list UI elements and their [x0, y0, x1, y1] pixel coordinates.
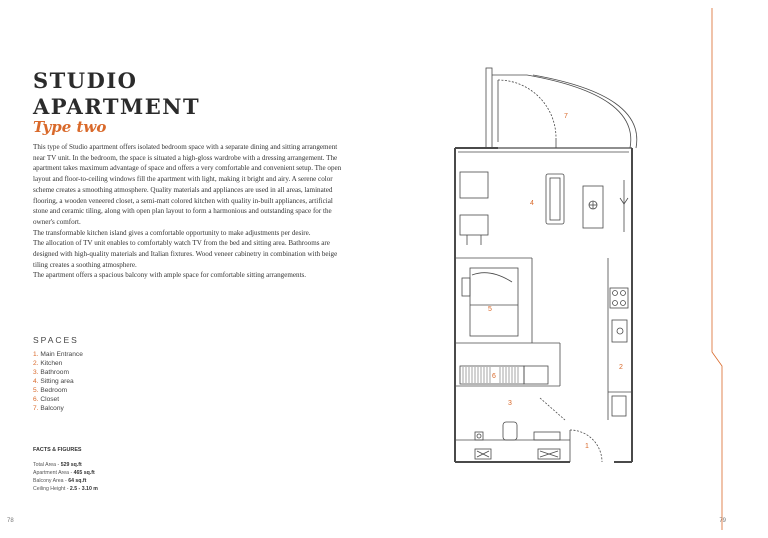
title-line-1: STUDIO	[33, 68, 138, 93]
fact-item: Balcony Area - 64 sq.ft	[33, 477, 87, 484]
spaces-heading: SPACES	[33, 335, 79, 345]
plan-label-balcony: 7	[564, 113, 568, 120]
plan-label-entrance: 1	[585, 443, 589, 450]
fact-item: Apartment Area - 465 sq.ft	[33, 469, 95, 476]
description-paragraph: This type of Studio apartment offers isolated bedroom space with a separate dining and sitting arrangement near TV unit. In the bedroom, the space is situated a high-gloss wardrobe with a dressing arrangement. The apartment takes maximum advantage of space and offers a very comfortable and convenient setup. The open layout and floor-to-ceiling windows fill the apartment with light, making it bright and airy. A serene color scheme creates a smoothing atmosphere. Quality materials and appliances are used in all areas, laminated flooring, a wooden veneered closet, a semi-matt colored kitchen with quality in-built appliances, artificial stone and ceramic tiling, along with open plan layout to form a harmonious and outstanding space for the owner's comfort.	[33, 143, 342, 226]
bedroom-furniture	[455, 258, 560, 343]
title-line-2: APARTMENT	[33, 94, 201, 119]
list-item: 4. Sitting area	[33, 378, 74, 385]
description-paragraph: The apartment offers a spacious balcony with ample space for comfortable sitting arrangements.	[33, 271, 307, 280]
list-item: 1. Main Entrance	[33, 351, 83, 358]
facts-heading: FACTS & FIGURES	[33, 447, 82, 453]
plan-label-sitting-area: 4	[530, 200, 534, 207]
fact-item: Ceiling Height - 2.5 - 3.10 m	[33, 485, 98, 492]
page-number-left: 78	[7, 518, 14, 524]
decorative-accent-line	[712, 8, 722, 530]
balcony-outline	[486, 68, 637, 148]
fact-item: Total Area - 529 sq.ft	[33, 462, 82, 468]
plan-label-closet: 6	[492, 373, 496, 380]
kitchen-fixtures	[608, 258, 632, 420]
bathroom-fixtures	[455, 343, 570, 459]
closet-wardrobe	[455, 366, 560, 386]
description-paragraph: The allocation of TV unit enables to comfortably watch TV from the bed and sitting area. Bathrooms are designed with high-quality materials and Italian fixtures. Wood veneer cabinetry in combination with beige tiling creates a soothing atmosphere.	[33, 239, 338, 269]
sitting-area-furniture	[460, 172, 628, 245]
description-paragraph: The transformable kitchen island gives a comfortable opportunity to make adjustments per desire.	[33, 228, 311, 237]
list-item: 2. Kitchen	[33, 360, 63, 367]
list-item: 7. Balcony	[33, 405, 64, 412]
list-item: 6. Closet	[33, 396, 60, 403]
list-item: 5. Bedroom	[33, 387, 68, 394]
page-subtitle: Type two	[33, 118, 107, 136]
plan-label-bathroom: 3	[508, 400, 512, 407]
plan-label-bedroom: 5	[488, 306, 492, 313]
page-number-right: 79	[719, 518, 726, 524]
list-item: 3. Bathroom	[33, 369, 69, 376]
plan-label-kitchen: 2	[619, 364, 623, 371]
